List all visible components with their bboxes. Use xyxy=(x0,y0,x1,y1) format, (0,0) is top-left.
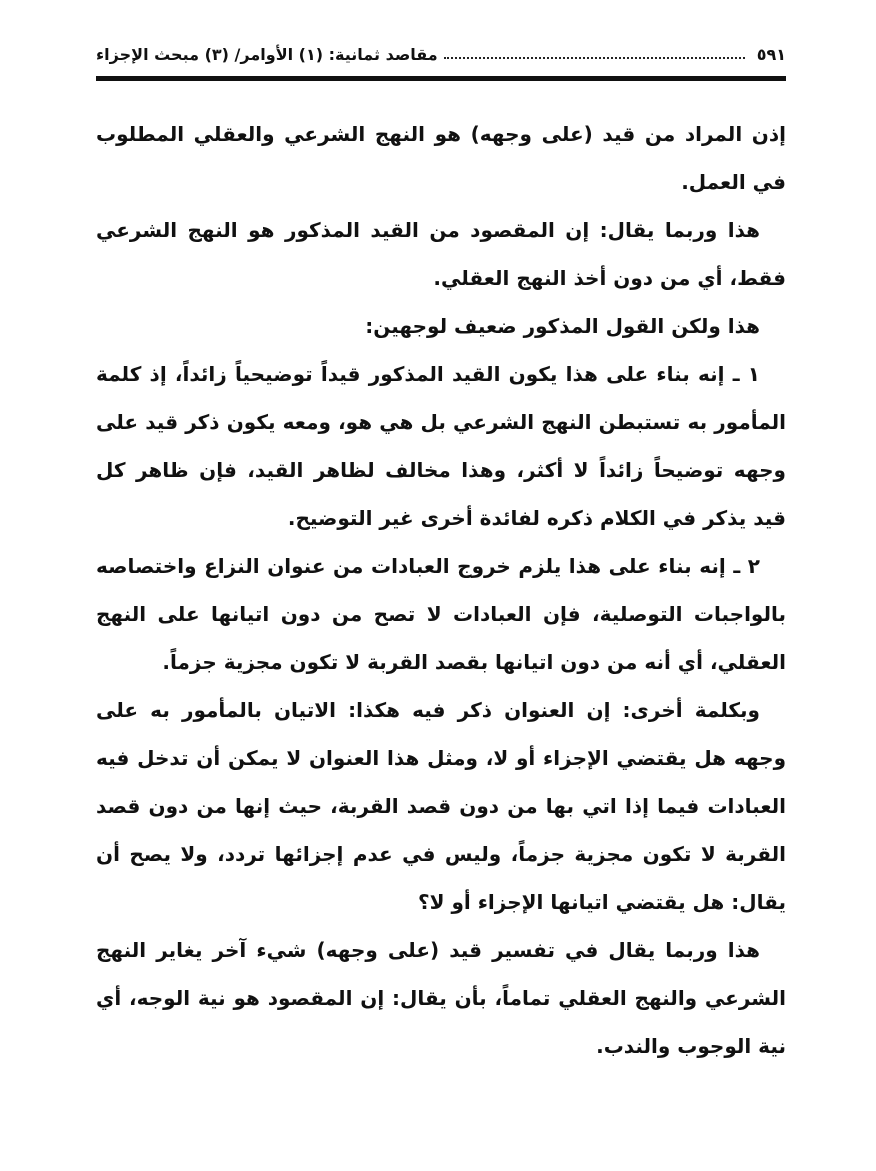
paragraph: هذا ولكن القول المذكور ضعيف لوجهين: xyxy=(365,314,760,338)
header-rule xyxy=(96,76,786,81)
paragraph: وبكلمة أخرى: إن العنوان ذكر فيه هكذا: الاتيان بالمأمور به على وجهه هل يقتضي الإجزاء أو لا، ومثل هذا العنوان لا يمكن أن تدخل فيه العبادات فيما إذا اتي بها من دون قصد القربة، حيث إنها من دون قصد القربة لا تكون مجزية جزماً، وليس في عدم إجزائها تردد، ولا يصح أن يقال: هل يقتضي اتيانها الإجزاء أو لا؟ xyxy=(96,698,786,914)
paragraph: ٢ ـ إنه بناء على هذا يلزم خروج العبادات من عنوان النزاع واختصاصه بالواجبات التوصلية، فإن العبادات لا تصح من دون اتيانها على النهج العقلي، أي أنه من دون اتيانها بقصد القربة لا تكون مجزية جزماً. xyxy=(96,554,786,674)
header-dotted-leader xyxy=(444,57,745,59)
paragraph: ١ ـ إنه بناء على هذا يكون القيد المذكور قيداً توضيحياً زائداً، إذ كلمة المأمور به تستبطن النهج الشرعي بل هي هو، ومعه يكون ذكر قيد على وجهه توضيحاً زائداً لا أكثر، وهذا مخالف لظاهر القيد، فإن ظاهر كل قيد يذكر في الكلام ذكره لفائدة أخرى غير التوضيح. xyxy=(96,362,786,530)
page-header xyxy=(96,36,786,72)
paragraph: هذا وربما يقال: إن المقصود من القيد المذكور هو النهج الشرعي فقط، أي من دون أخذ النهج العقلي. xyxy=(96,218,786,290)
page-number: ٥٩١ xyxy=(756,44,786,64)
paragraph: هذا وربما يقال في تفسير قيد (على وجهه) شيء آخر يغاير النهج الشرعي والنهج العقلي تماماً، بأن يقال: إن المقصود هو نية الوجه، أي نية الوجوب والندب. xyxy=(96,938,786,1058)
body-text xyxy=(96,110,786,1070)
paragraph: إذن المراد من قيد (على وجهه) هو النهج الشرعي والعقلي المطلوب في العمل. xyxy=(96,122,786,194)
running-title: مقاصد ثمانية: (١) الأوامر/ (٣) مبحث الإجزاء xyxy=(96,44,438,64)
